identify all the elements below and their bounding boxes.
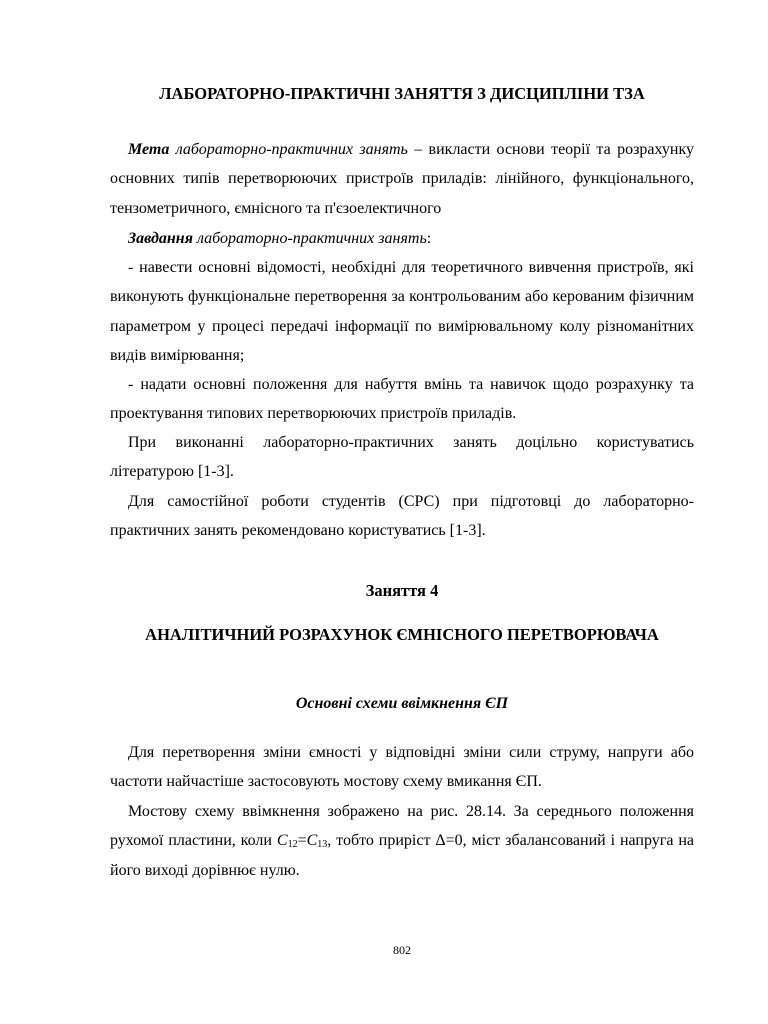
tasks-colon: : — [426, 230, 432, 247]
lesson-number: Заняття 4 — [365, 581, 439, 600]
balance-paragraph — [110, 797, 694, 885]
capacitance-subscript-12: 12 — [287, 839, 298, 851]
tasks-heading-paragraph — [110, 224, 694, 253]
capacitance-symbol: C — [276, 832, 288, 850]
capacitance-symbol-2: C — [306, 832, 318, 850]
page-number: 802 — [393, 943, 411, 957]
goal-paragraph — [110, 135, 694, 223]
self-study-paragraph: Для самостійної роботи студентів (СРС) при підготовці до лабораторно-практичних занять рекомендовано користуватись [1-3]. — [110, 493, 694, 540]
capacitance-subscript-13: 13 — [317, 839, 328, 851]
goal-term: Мета — [128, 141, 170, 158]
task-item-2: - надати основні положення для набуття вмінь та навичок щодо розрахунку та проектування типових перетворюючих пристроїв приладів. — [110, 376, 694, 423]
document-title: ЛАБОРАТОРНО-ПРАКТИЧНІ ЗАНЯТТЯ З ДИСЦИПЛІНИ ТЗА — [159, 84, 645, 103]
balance-text-start: Мостову схему ввімкнення зображено на рис. 28.14. За середнього положення рухомої пластини, коли — [110, 803, 694, 850]
bridge-circuit-paragraph: Для перетворення зміни ємності у відповідні зміни сили струму, напруги або частоти найчастіше застосовують мостову схему вмикання ЄП. — [110, 744, 694, 791]
literature-paragraph: При виконанні лабораторно-практичних занять доцільно користуватись літературою [1-3]. — [110, 434, 694, 481]
tasks-emphasis: лабораторно-практичних занять — [196, 230, 427, 247]
section-heading: Основні схеми ввімкнення ЄП — [295, 695, 509, 712]
goal-text: – викласти основи теорії та розрахунку основних типів перетворюючих пристроїв приладів: лінійного, функціонального, тензометричного, ємнісного та п'єзоелектичного — [110, 141, 694, 217]
balance-text-end: , тобто приріст Δ=0, міст збалансований і напруга на його виході дорівнює нулю. — [110, 832, 695, 879]
task-item-1: - навести основні відомості, необхідні для теоретичного вивчення пристроїв, які виконують функціональне перетворення за контрольованим або керованим фізичним параметром у процесі передачі інформації по вимірювальному колу різноманітних видів вимірювання; — [110, 259, 694, 364]
goal-emphasis: лабораторно-практичних занять — [175, 141, 408, 158]
lesson-title: АНАЛІТИЧНИЙ РОЗРАХУНОК ЄМНІСНОГО ПЕРЕТВОРЮВАЧА — [145, 625, 659, 644]
equals-sign: = — [297, 832, 307, 850]
tasks-term: Завдання — [128, 230, 193, 247]
